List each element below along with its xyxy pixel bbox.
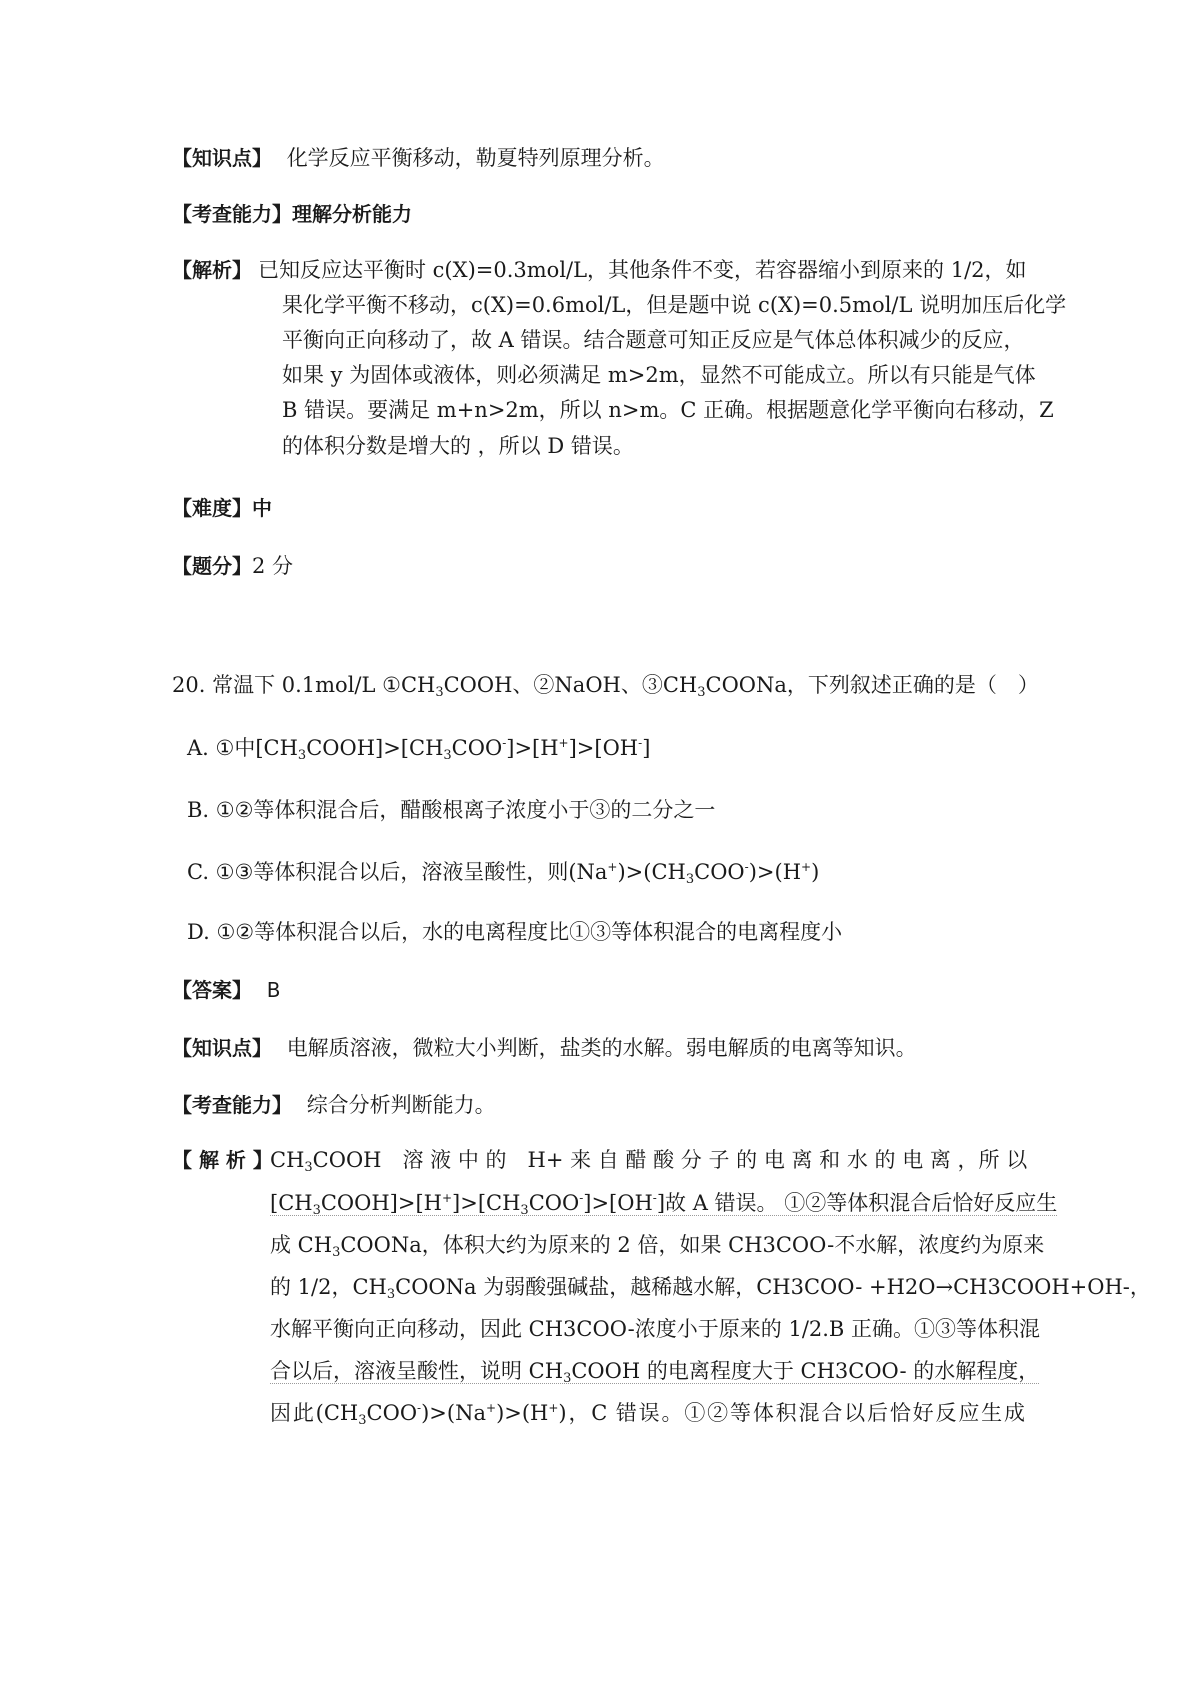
analysis-part: 因此(CH xyxy=(270,1401,359,1425)
analysis-part: 成 CH xyxy=(270,1233,333,1257)
knowledge-point-tag: 【知识点】 xyxy=(172,146,272,170)
analysis-part: )，C 错误。①②等体积混合以后恰好反应生成 xyxy=(558,1401,1026,1425)
subscript: 3 xyxy=(697,685,706,700)
analysis-line xyxy=(270,1230,1045,1260)
difficulty-text: 中 xyxy=(252,496,272,520)
analysis-line xyxy=(270,1272,1151,1302)
analysis-tag: 【 解 析 】 xyxy=(172,1148,273,1172)
option-a-part: ]>[OH xyxy=(568,736,639,760)
subscript: 3 xyxy=(685,872,695,887)
option-b: B. ①②等体积混合后，醋酸根离子浓度小于③的二分之一 xyxy=(187,798,716,822)
analysis-part: COONa 为弱酸强碱盐，越稀越水解，CH3COO- +H2O→CH3COOH+OH-， xyxy=(395,1275,1151,1299)
analysis-line xyxy=(270,1188,1058,1218)
superscript: + xyxy=(441,1191,453,1205)
subscript: 3 xyxy=(358,1413,367,1428)
superscript: + xyxy=(548,1401,559,1415)
analysis-part-underlined xyxy=(270,1359,1039,1384)
analysis-part-underlined xyxy=(270,1191,1057,1216)
option-a-part: COOH]>[CH xyxy=(306,736,444,760)
analysis-part: ]>[CH xyxy=(452,1191,521,1215)
superscript: - xyxy=(638,736,643,750)
analysis-line xyxy=(270,1145,1028,1175)
analysis-line: 平衡向正向移动了，故 A 错误。结合题意可知正反应是气体总体积减少的反应， xyxy=(282,328,1025,352)
analysis-tag: 【解析】 xyxy=(172,258,252,282)
stem-part: COOH、②NaOH、③CH xyxy=(443,673,698,697)
option-a-part: COO xyxy=(451,736,503,760)
analysis-part: COO xyxy=(366,1401,418,1425)
subscript: 3 xyxy=(563,1371,572,1386)
analysis-part: 合以后，溶液呈酸性，说明 CH xyxy=(270,1359,564,1383)
option-c-part: ) xyxy=(811,860,820,884)
superscript: - xyxy=(502,736,507,750)
analysis-part: COOH]>[H xyxy=(320,1191,442,1215)
ability-tag: 【考查能力】 xyxy=(172,202,292,226)
analysis-part: COOH 溶 液 中 的 H+ 来 自 醋 酸 分 子 的 电 离 和 水 的 电 离 ，所 以 xyxy=(312,1148,1028,1172)
analysis-line xyxy=(270,1398,1025,1428)
analysis-part: CH xyxy=(270,1148,305,1172)
analysis-line: B 错误。要满足 m+n>2m，所以 n>m。C 正确。根据题意化学平衡向右移动，Z xyxy=(282,398,1054,422)
stem-part: COONa，下列叙述正确的是（ ） xyxy=(705,673,1039,697)
analysis-part: 的 1/2，CH xyxy=(270,1275,387,1299)
option-c-part: C. ①③等体积混合以后，溶液呈酸性，则(Na xyxy=(187,860,608,884)
analysis-part: COO xyxy=(528,1191,580,1215)
subscript: 3 xyxy=(386,1287,396,1302)
subscript: 3 xyxy=(435,685,444,700)
analysis-line: 如果 y 为固体或液体，则必须满足 m>2m，显然不可能成立。所以有只能是气体 xyxy=(282,363,1036,387)
superscript: + xyxy=(486,1401,497,1415)
knowledge-point-text: 电解质溶液，微粒大小判断，盐类的水解。弱电解质的电离等知识。 xyxy=(286,1036,917,1060)
analysis-line xyxy=(270,1356,1040,1386)
analysis-part: )>(Na xyxy=(421,1401,486,1425)
answer-tag: 【答案】 xyxy=(172,978,252,1002)
superscript: - xyxy=(417,1401,422,1415)
superscript: - xyxy=(744,860,749,874)
option-c-part: )>(CH xyxy=(617,860,686,884)
option-a-part: ] xyxy=(642,736,651,760)
analysis-tag-row xyxy=(172,255,252,285)
analysis-part: ]>[OH xyxy=(583,1191,653,1215)
superscript: - xyxy=(579,1191,584,1205)
ability-tag: 【考查能力】 xyxy=(172,1093,292,1117)
analysis-line: 的体积分数是增大的 ，所以 D 错误。 xyxy=(282,434,634,458)
analysis-tag-row-2 xyxy=(172,1145,273,1175)
difficulty-row xyxy=(172,493,272,523)
analysis-line: 果化学平衡不移动，c(X)=0.6mol/L，但是题中说 c(X)=0.5mol/L 说明加压后化学 xyxy=(282,293,1067,317)
question-stem xyxy=(172,670,1039,700)
ability-text: 理解分析能力 xyxy=(292,202,412,226)
analysis-part: )>(H xyxy=(496,1401,549,1425)
option-c xyxy=(187,857,819,887)
analysis-part: COOH 的电离程度大于 CH3COO- 的水解程度， xyxy=(571,1359,1040,1383)
subscript: 3 xyxy=(304,1160,313,1175)
superscript: - xyxy=(652,1191,657,1205)
knowledge-point-tag: 【知识点】 xyxy=(172,1036,272,1060)
analysis-part: [CH xyxy=(270,1191,313,1215)
answer-row xyxy=(172,975,280,1005)
answer-text: B xyxy=(266,978,281,1002)
stem-part: 20. 常温下 0.1mol/L ①CH xyxy=(172,673,436,697)
ability-row xyxy=(172,199,412,229)
analysis-line: 已知反应达平衡时 c(X)=0.3mol/L，其他条件不变，若容器缩小到原来的 1/2，如 xyxy=(258,258,1027,282)
option-c-part: COO xyxy=(694,860,745,884)
superscript: + xyxy=(607,860,618,874)
knowledge-point-text: 化学反应平衡移动，勒夏特列原理分析。 xyxy=(286,146,665,170)
score-text: 2 分 xyxy=(252,554,294,578)
subscript: 3 xyxy=(520,1203,529,1218)
analysis-part: ]故 A 错误。 ①②等体积混合后恰好反应生 xyxy=(656,1191,1058,1215)
knowledge-point-row-2 xyxy=(172,1033,917,1063)
difficulty-tag: 【难度】 xyxy=(172,496,252,520)
superscript: + xyxy=(801,860,812,874)
option-a-part: A. ①中[CH xyxy=(187,736,298,760)
subscript: 3 xyxy=(443,748,452,763)
knowledge-point-row xyxy=(172,143,665,173)
subscript: 3 xyxy=(297,748,307,763)
option-a-part: ]>[H xyxy=(506,736,559,760)
analysis-line: 水解平衡向正向移动，因此 CH3COO-浓度小于原来的 1/2.B 正确。①③等体积混 xyxy=(270,1317,1041,1341)
option-d: D. ①②等体积混合以后，水的电离程度比①③等体积混合的电离程度小 xyxy=(187,920,843,944)
ability-text: 综合分析判断能力。 xyxy=(306,1093,496,1117)
option-a xyxy=(187,733,650,763)
subscript: 3 xyxy=(332,1245,341,1260)
option-c-part: )>(H xyxy=(748,860,802,884)
analysis-part: COONa，体积大约为原来的 2 倍，如果 CH3COO-不水解，浓度约为原来 xyxy=(340,1233,1045,1257)
superscript: + xyxy=(558,736,569,750)
ability-row-2 xyxy=(172,1090,496,1120)
subscript: 3 xyxy=(312,1203,321,1218)
score-tag: 【题分】 xyxy=(172,554,252,578)
score-row xyxy=(172,551,293,581)
